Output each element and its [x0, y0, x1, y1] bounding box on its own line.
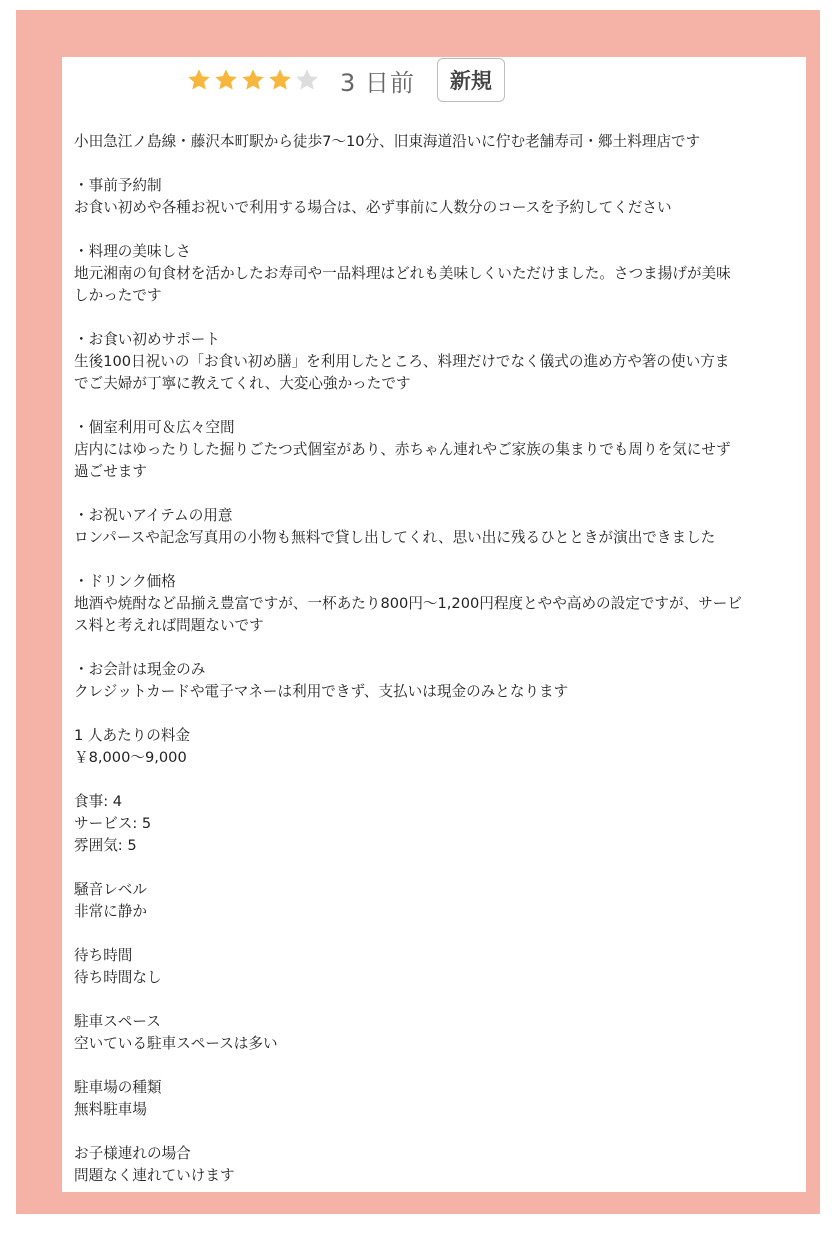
section-text: ス料と考えれば問題ないです [74, 617, 264, 634]
star-icon [294, 67, 320, 93]
detail-label: 待ち時間 [74, 947, 133, 964]
detail-value: 非常に静か [74, 903, 147, 920]
section-text: しかったです [74, 287, 162, 304]
review-intro: 小田急江ノ島線・藤沢本町駅から徒歩7〜10分、旧東海道沿いに佇む老舗寿司・郷土料理店です [74, 133, 701, 150]
review-body [74, 131, 796, 1187]
section-heading: ・ドリンク価格 [74, 573, 176, 590]
detail-value: 待ち時間なし [74, 969, 162, 986]
review-frame [16, 10, 820, 1214]
score-service: サービス: 5 [74, 815, 152, 832]
section-text: でご夫婦が丁寧に教えてくれ、大変心強かったです [74, 375, 411, 392]
section-text: 地元湘南の旬食材を活かしたお寿司や一品料理はどれも美味しくいただけました。さつま揚げが美味 [74, 265, 731, 282]
section-heading: ・お祝いアイテムの用意 [74, 507, 233, 524]
section-heading: ・お会計は現金のみ [74, 661, 206, 678]
review-date: 3 日前 [340, 68, 415, 97]
detail-label: 駐車スペース [74, 1013, 161, 1030]
detail-value: 無料駐車場 [74, 1101, 147, 1118]
detail-label: 駐車場の種類 [74, 1079, 162, 1096]
new-badge: 新規 [437, 58, 505, 102]
section-text: 過ごせます [74, 463, 147, 480]
section-heading: ・お食い初めサポート [74, 331, 220, 348]
price-label: 1 人あたりの料金 [74, 727, 191, 744]
section-text: 店内にはゆったりした掘りごたつ式個室があり、赤ちゃん連れやご家族の集まりでも周りを気にせず [74, 441, 731, 458]
detail-label: 騒音レベル [74, 881, 147, 898]
detail-value: 空いている駐車スペースは多い [74, 1035, 278, 1052]
section-text: 生後100日祝いの「お食い初め膳」を利用したところ、料理だけでなく儀式の進め方や箸の使い方ま [74, 353, 730, 370]
star-icon [267, 67, 293, 93]
detail-label: お子様連れの場合 [74, 1145, 191, 1162]
score-atmosphere: 雰囲気: 5 [74, 837, 137, 854]
section-text: 地酒や焼酎など品揃え豊富ですが、一杯あたり800円〜1,200円程度とやや高めの設定ですが、サービ [74, 595, 742, 612]
price-value: ￥8,000〜9,000 [74, 749, 187, 766]
section-heading: ・個室利用可＆広々空間 [74, 419, 235, 436]
section-text: お食い初めや各種お祝いで利用する場合は、必ず事前に人数分のコースを予約してください [74, 199, 672, 216]
star-icon [240, 67, 266, 93]
section-text: ロンパースや記念写真用の小物も無料で貸し出してくれ、思い出に残るひとときが演出できました [74, 529, 716, 546]
review-card [62, 57, 806, 1192]
section-text: クレジットカードや電子マネーは利用できず、支払いは現金のみとなります [74, 683, 569, 700]
star-icon [186, 67, 212, 93]
star-icon [213, 67, 239, 93]
review-header [186, 57, 505, 103]
section-heading: ・料理の美味しさ [74, 243, 191, 260]
score-food: 食事: 4 [74, 793, 123, 810]
detail-value: 問題なく連れていけます [74, 1167, 235, 1184]
star-rating [186, 67, 320, 93]
section-heading: ・事前予約制 [74, 177, 162, 194]
